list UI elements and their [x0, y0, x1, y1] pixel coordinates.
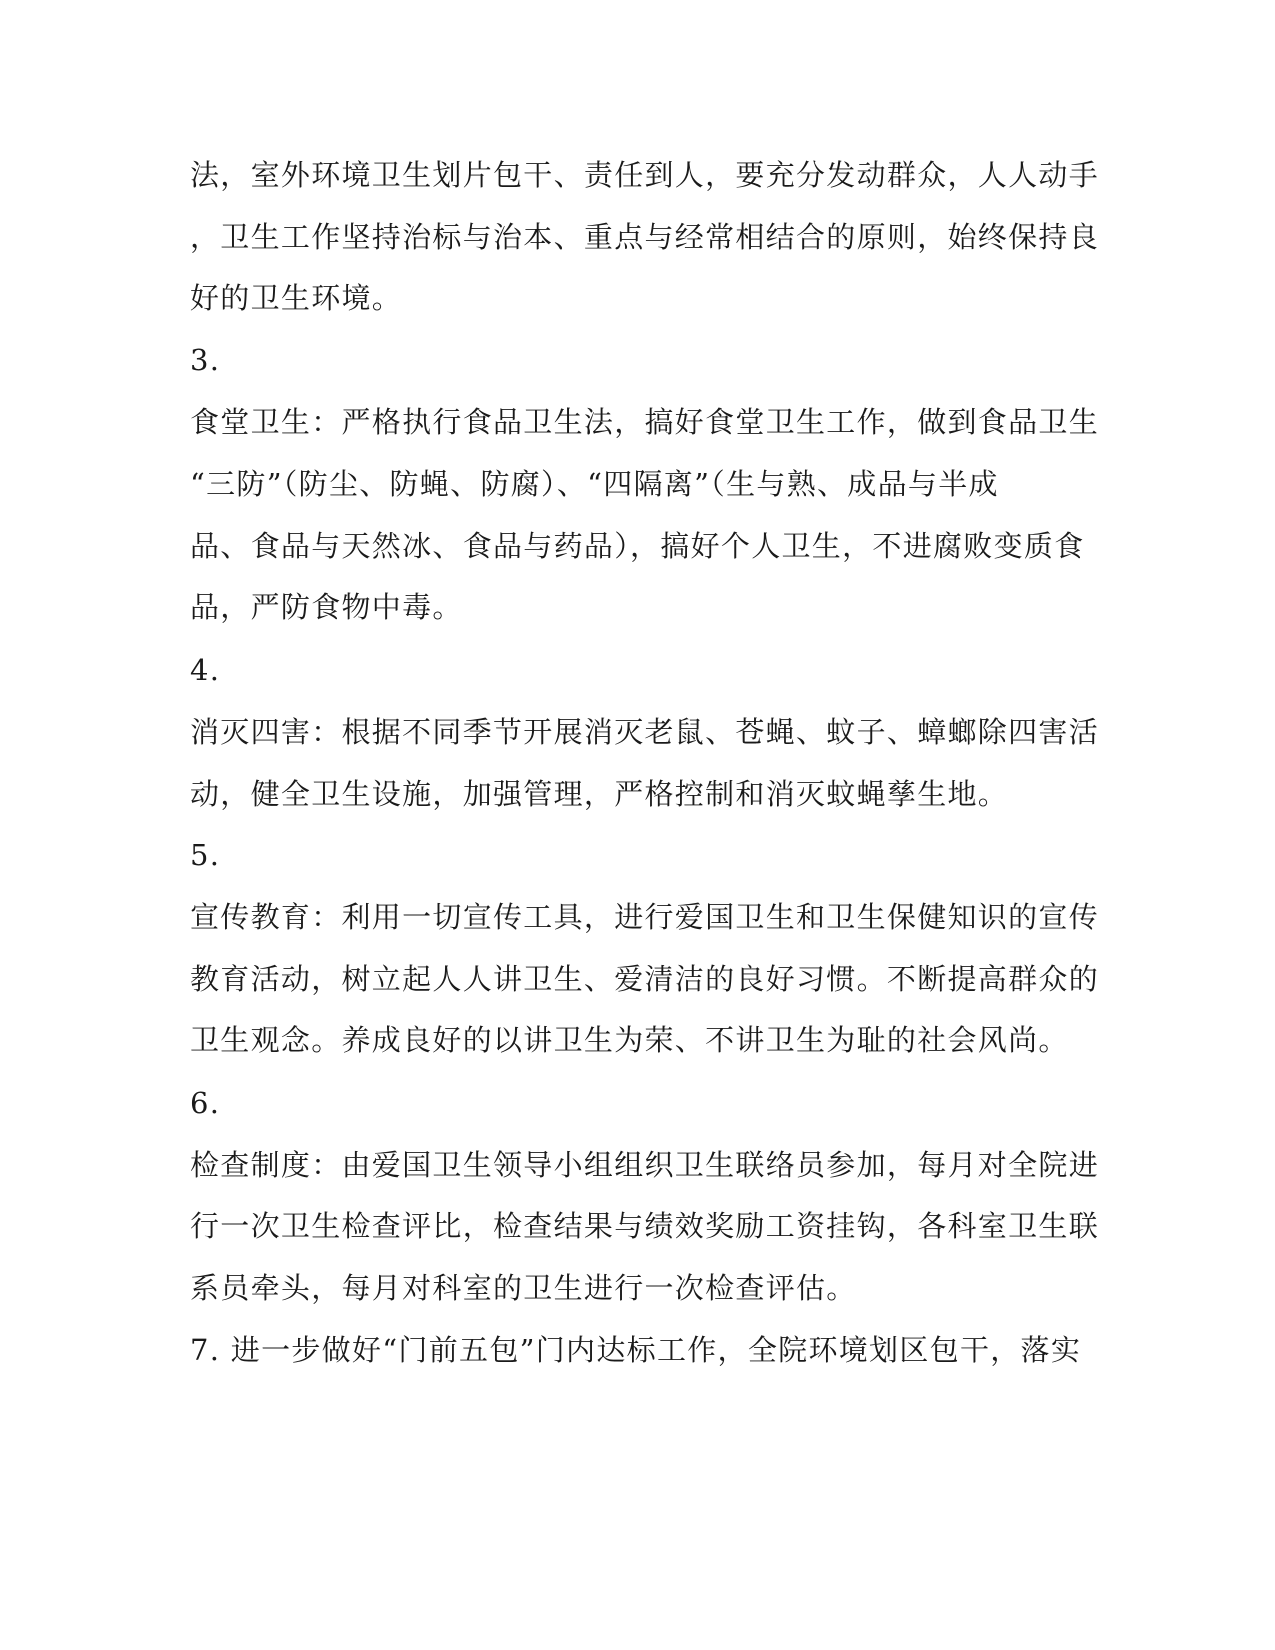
text-line: 7. 进一步做好“门前五包”门内达标工作，全院环境划区包干，落实: [190, 1333, 1082, 1367]
text-line: 品，严防食物中毒。: [190, 590, 463, 624]
text-line: 教育活动，树立起人人讲卫生、爱清洁的良好习惯。不断提高群众的: [190, 962, 1100, 996]
list-number: 6.: [190, 1086, 221, 1120]
text-line: “三防”（防尘、防蝇、防腐）、“四隔离”（生与熟、成品与半成: [190, 467, 999, 501]
text-line: 品、食品与天然冰、食品与药品），搞好个人卫生，不进腐败变质食: [190, 529, 1085, 563]
text-line: 消灭四害：根据不同季节开展消灭老鼠、苍蝇、蚊子、蟑螂除四害活: [190, 715, 1100, 749]
text-line: 好的卫生环境。: [190, 281, 403, 315]
list-number: 5.: [190, 838, 221, 872]
text-line: 系员牵头，每月对科室的卫生进行一次检查评估。: [190, 1271, 857, 1305]
text-line: 动，健全卫生设施，加强管理，严格控制和消灭蚊蝇孳生地。: [190, 777, 1009, 811]
list-number: 4.: [190, 653, 221, 687]
text-line: 行一次卫生检查评比，检查结果与绩效奖励工资挂钩，各科室卫生联: [190, 1209, 1100, 1243]
text-line: 法，室外环境卫生划片包干、责任到人，要充分发动群众，人人动手: [190, 158, 1100, 192]
text-line: 宣传教育：利用一切宣传工具，进行爱国卫生和卫生保健知识的宣传: [190, 900, 1100, 934]
list-number: 3.: [190, 343, 221, 377]
text-line: ，卫生工作坚持治标与治本、重点与经常相结合的原则，始终保持良: [190, 220, 1100, 254]
text-line: 卫生观念。养成良好的以讲卫生为荣、不讲卫生为耻的社会风尚。: [190, 1023, 1069, 1057]
text-line: 食堂卫生：严格执行食品卫生法，搞好食堂卫生工作，做到食品卫生: [190, 405, 1100, 439]
text-line: 检查制度：由爱国卫生领导小组组织卫生联络员参加，每月对全院进: [190, 1148, 1100, 1182]
